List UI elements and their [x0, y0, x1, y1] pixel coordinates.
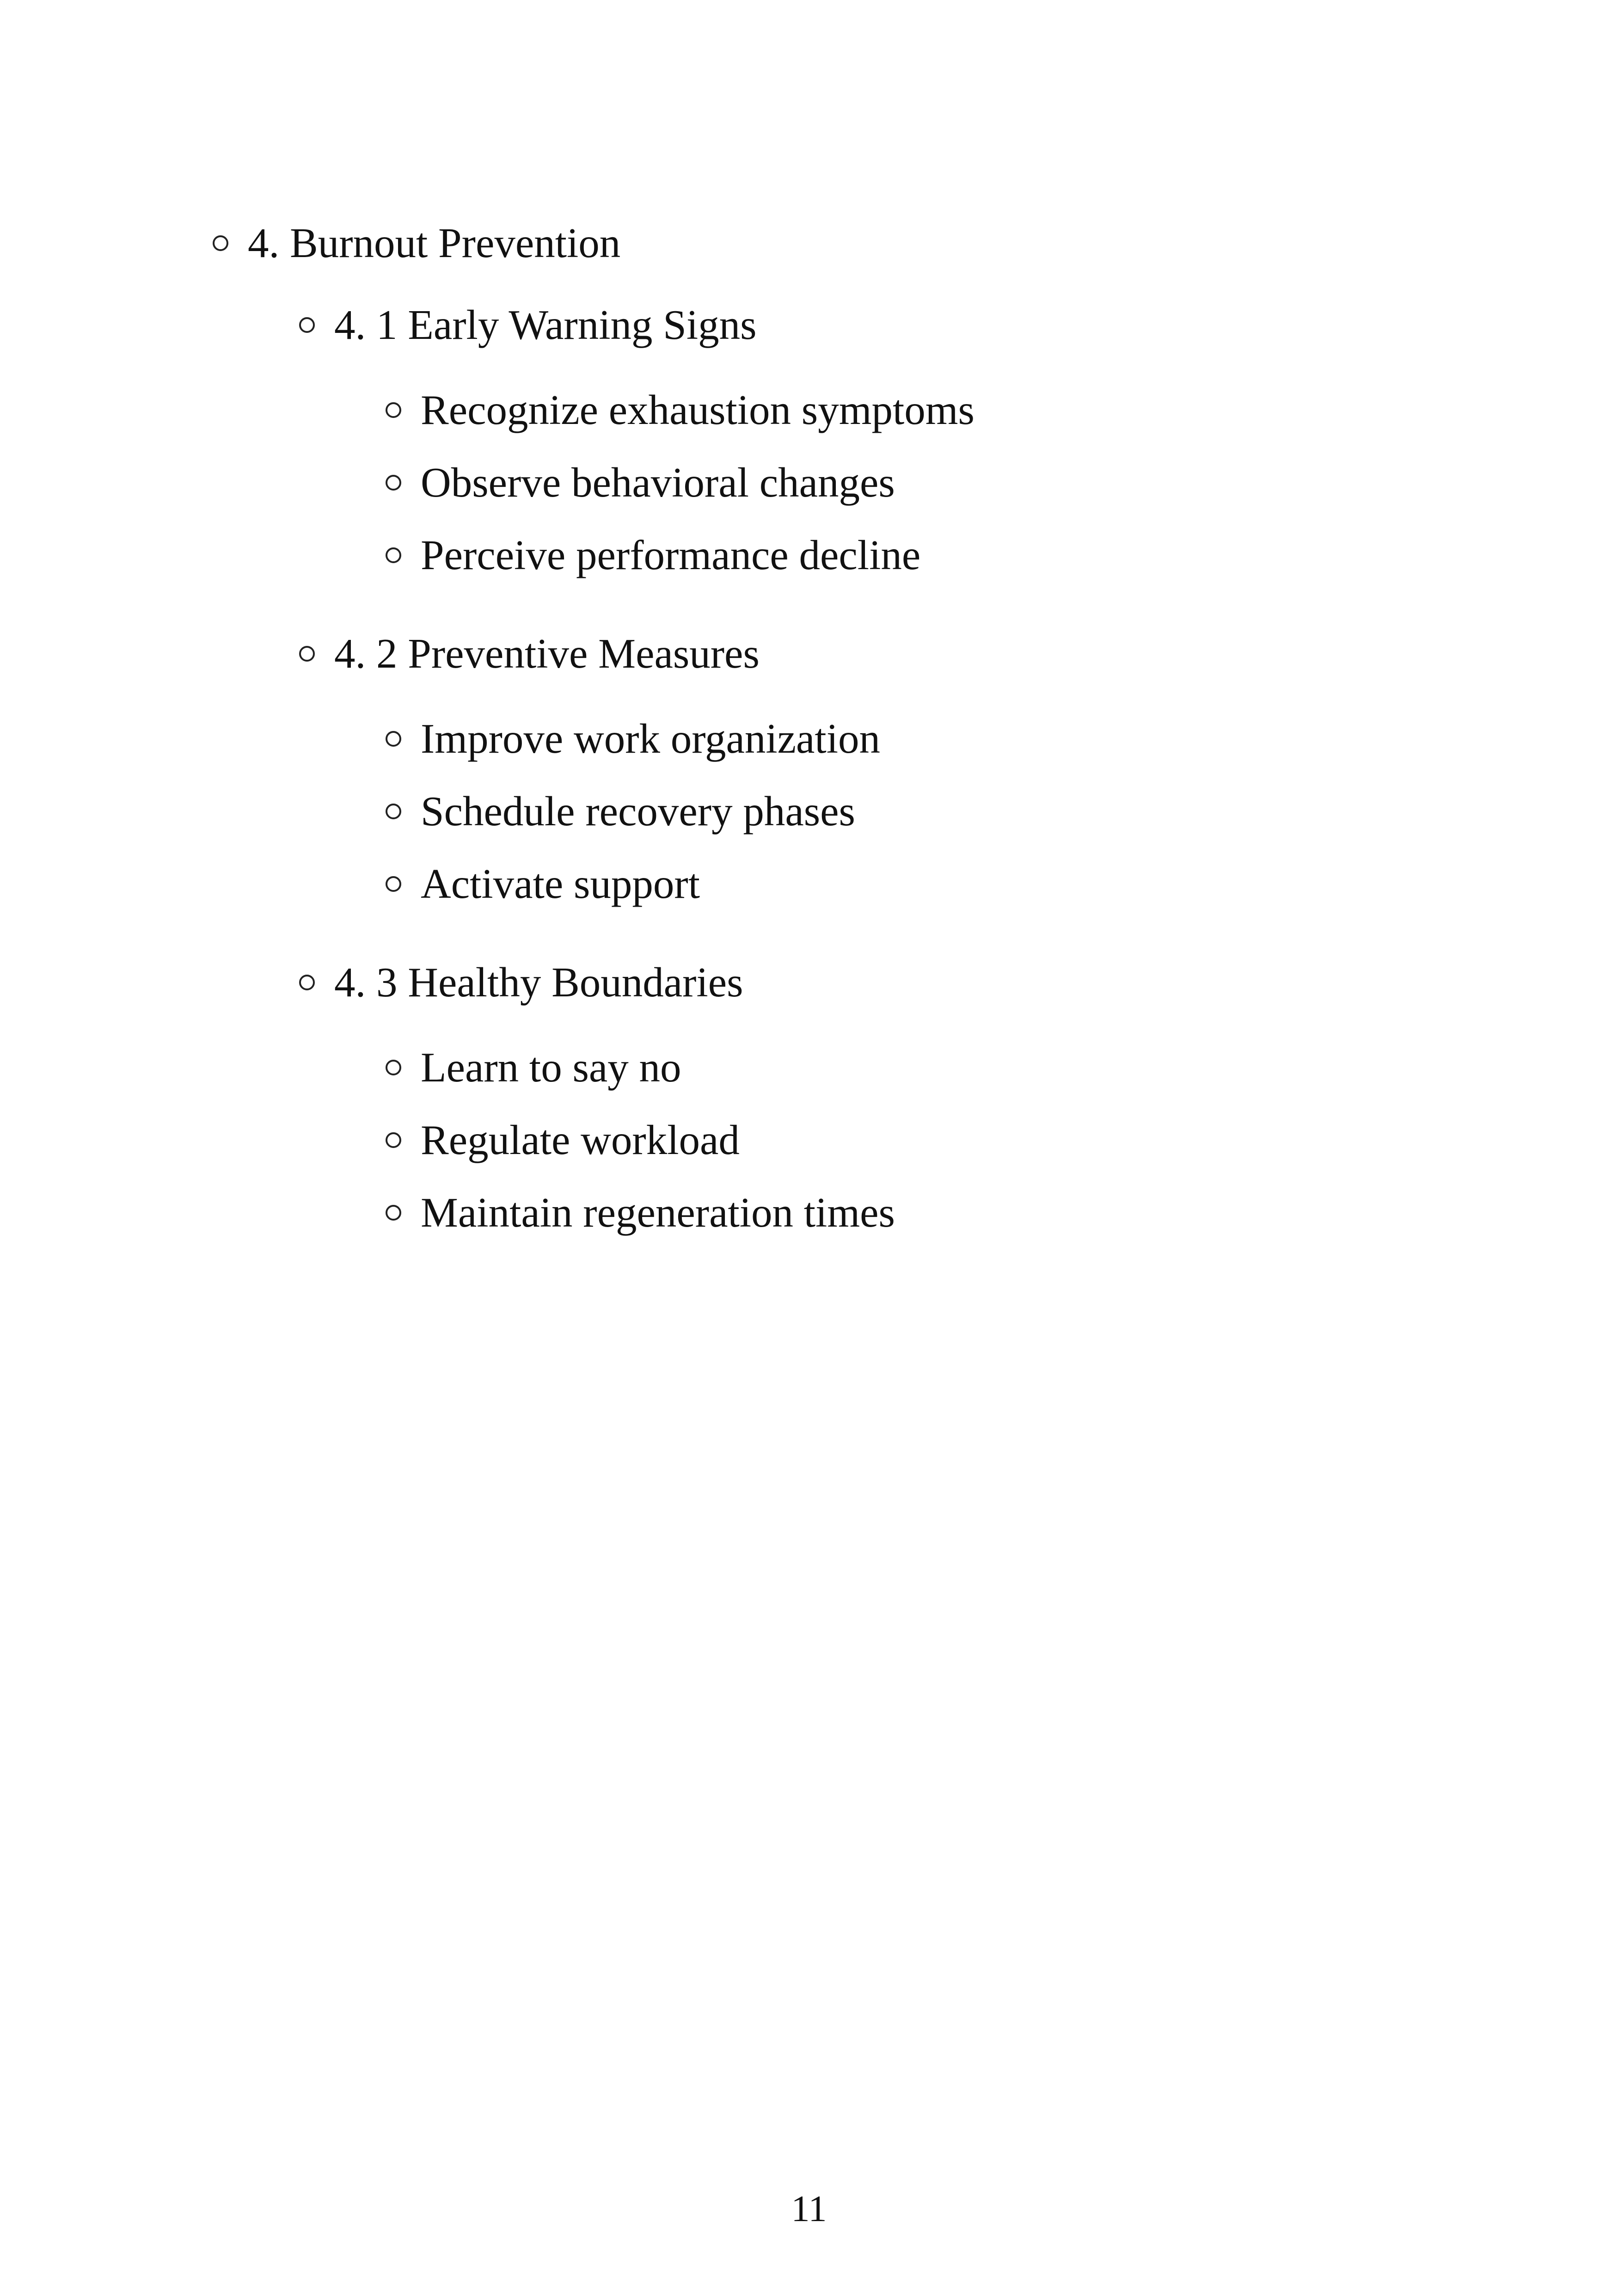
hollow-circle-bullet-icon	[299, 646, 315, 662]
hollow-circle-bullet-icon	[386, 475, 401, 491]
list-item	[386, 715, 1507, 762]
hollow-circle-bullet-icon	[386, 731, 401, 747]
list-item	[386, 1191, 1507, 1234]
section-title-text: 4. 3 Healthy Boundaries	[334, 959, 743, 1006]
hollow-circle-bullet-icon	[299, 317, 315, 333]
list-item	[386, 788, 1507, 835]
hollow-circle-bullet-icon	[386, 402, 401, 418]
hollow-circle-bullet-icon	[386, 1205, 401, 1221]
list-item-text: Perceive performance decline	[421, 532, 921, 578]
hollow-circle-bullet-icon	[213, 235, 228, 251]
section-title	[299, 301, 1507, 348]
hollow-circle-bullet-icon	[386, 547, 401, 563]
hollow-circle-bullet-icon	[386, 1060, 401, 1075]
list-item	[386, 860, 1507, 907]
list-item-text: Improve work organization	[421, 715, 880, 762]
hollow-circle-bullet-icon	[386, 804, 401, 819]
section-title-text: 4. 1 Early Warning Signs	[334, 301, 757, 348]
section-title	[299, 959, 1507, 1006]
hollow-circle-bullet-icon	[299, 975, 315, 990]
section-title-text: 4. 2 Preventive Measures	[334, 630, 760, 677]
list-item-text: Learn to say no	[421, 1044, 681, 1091]
list-item	[386, 1119, 1507, 1161]
section-title	[299, 632, 1507, 675]
outline-list	[213, 222, 1507, 1234]
page-number: 11	[791, 2189, 827, 2229]
hollow-circle-bullet-icon	[386, 1132, 401, 1148]
hollow-circle-bullet-icon	[386, 876, 401, 892]
list-item-text: Maintain regeneration times	[421, 1189, 895, 1236]
list-item	[386, 389, 1507, 431]
list-item-text: Activate support	[421, 860, 700, 907]
list-item-text: Observe behavioral changes	[421, 459, 895, 506]
list-item	[386, 459, 1507, 506]
list-item-text: Schedule recovery phases	[421, 788, 855, 835]
list-item-text: Regulate workload	[421, 1117, 740, 1163]
list-item-text: Recognize exhaustion symptoms	[421, 387, 974, 433]
list-item	[386, 534, 1507, 576]
outline-heading-text: 4. Burnout Prevention	[248, 220, 621, 266]
outline-heading	[213, 222, 1507, 264]
list-item	[386, 1044, 1507, 1091]
